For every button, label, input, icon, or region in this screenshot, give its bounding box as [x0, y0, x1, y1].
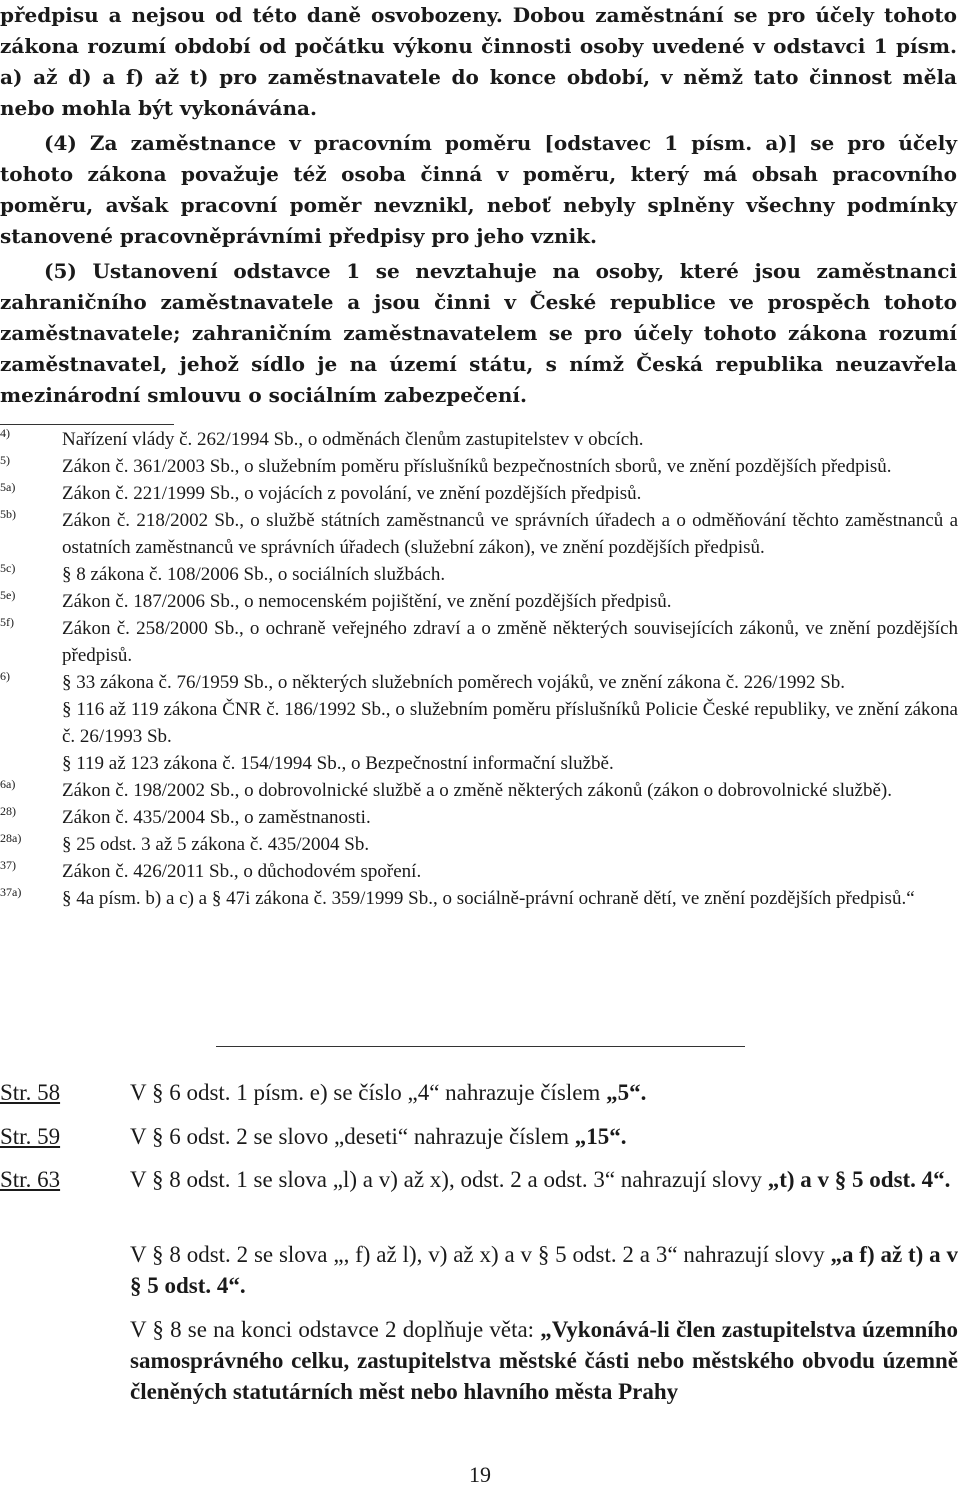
footnote-item: [0, 480, 958, 507]
footnote-mark: 5a): [0, 480, 16, 494]
amendment-plain: V § 8 se na konci odstavce 2 doplňuje věta:: [130, 1317, 541, 1342]
paragraph-4: (4) Za zaměstnance v pracovním poměru [odstavec 1 písm. a)] se pro účely tohoto zákona považuje též osoba činná v poměru, který má obsah pracovního poměru, avšak pracovní poměr nevznikl, neboť nebyly splněny všechny podmínky stanovené pracovněprávními předpisy pro jeho vznik.: [0, 131, 957, 248]
footnote-item: [0, 615, 958, 669]
footnote-text: § 25 odst. 3 až 5 zákona č. 435/2004 Sb.: [62, 834, 370, 855]
footnote-text: Zákon č. 218/2002 Sb., o službě státních zaměstnanců ve správních úřadech a o odměňování těchto zaměstnanců a ostatních zaměstnanců ve správních úřadech (služební zákon), ve znění pozdějších předpisů.: [62, 510, 958, 558]
footnote-rule: [0, 424, 174, 425]
footnote-item: [0, 885, 958, 912]
amendment-bold: „t) a v § 5 odst. 4“.: [767, 1167, 951, 1192]
footnote-item: [0, 804, 958, 831]
footnote-mark: 6a): [0, 777, 16, 791]
footnote-text: Nařízení vlády č. 262/1994 Sb., o odměnách členům zastupitelstev v obcích.: [62, 429, 644, 450]
footnote-mark: 5c): [0, 561, 16, 575]
footnote-mark: 5b): [0, 507, 16, 521]
footnote-text: Zákon č. 361/2003 Sb., o služebním poměru příslušníků bezpečnostních sborů, ve znění pozdějších předpisů.: [62, 456, 892, 477]
footnote-mark: 37): [0, 858, 16, 872]
amendment-str-63: [0, 1164, 958, 1195]
footnote-mark: 4): [0, 426, 10, 440]
footnote-text: § 8 zákona č. 108/2006 Sb., o sociálních službách.: [62, 564, 446, 585]
footnote-text: § 116 až 119 zákona ČNR č. 186/1992 Sb., o služebním poměru příslušníků Policie České republiky, ve znění zákona č. 26/1993 Sb.: [62, 699, 958, 747]
footnote-item: [0, 777, 958, 804]
amendment-bold: „a f) až t) a v § 5 odst. 4“.: [130, 1242, 958, 1298]
page-reference: Str. 59: [0, 1124, 61, 1149]
footnote-text: Zákon č. 258/2000 Sb., o ochraně veřejného zdraví a o změně některých souvisejících zákonů, ve znění pozdějších předpisů.: [62, 618, 958, 666]
amendment-plain: V § 8 odst. 2 se slova „, f) až l), v) až x) a v § 5 odst. 2 a 3“ nahrazují slovy: [130, 1242, 831, 1267]
amendment-text: [130, 1314, 958, 1407]
amendment-text: [130, 1239, 958, 1301]
footnote-item: [0, 507, 958, 561]
footnote-mark: 5f): [0, 615, 14, 629]
amendment-extra-1: [0, 1239, 958, 1301]
footnote-item: [0, 426, 958, 453]
amendment-str-58: [0, 1077, 958, 1108]
amendment-text: [130, 1164, 958, 1195]
footnote-mark: 5e): [0, 588, 16, 602]
footnote-mark: 5): [0, 453, 10, 467]
paragraph-continuation: předpisu a nejsou od této daně osvobozeny. Dobou zaměstnání se pro účely tohoto zákona rozumí období od počátku výkonu činnosti osoby uvedené v odstavci 1 písm. a) až d) a f) až t) pro zaměstnavatele do konce období, v němž tato činnost měla nebo mohla být vykonávána.: [0, 3, 957, 120]
footnote-mark: 28a): [0, 831, 22, 845]
amendment-bold: „15“.: [574, 1124, 627, 1149]
amendment-plain: V § 6 odst. 2 se slovo „deseti“ nahrazuje číslem: [130, 1124, 575, 1149]
footnote-item: [0, 858, 958, 885]
footnote-item: [0, 669, 958, 696]
footnote-text: Zákon č. 187/2006 Sb., o nemocenském pojištění, ve znění pozdějších předpisů.: [62, 591, 672, 612]
page-reference: Str. 63: [0, 1167, 61, 1192]
amendment-text: [130, 1121, 958, 1152]
page-reference: Str. 58: [0, 1080, 61, 1105]
footnote-item: [0, 588, 958, 615]
footnote-text: § 119 až 123 zákona č. 154/1994 Sb., o Bezpečnostní informační službě.: [62, 753, 614, 774]
footnote-text: Zákon č. 426/2011 Sb., o důchodovém spoření.: [62, 861, 422, 882]
footnote-mark: 6): [0, 669, 10, 683]
section-separator: [216, 1046, 745, 1047]
footnote-mark: 37a): [0, 885, 22, 899]
footnotes-list: [0, 426, 958, 912]
footnote-item: [0, 561, 958, 588]
footnote-item: [0, 831, 958, 858]
footnote-mark: 28): [0, 804, 16, 818]
amendment-bold: „Vykonává-li člen zastupitelstva územního samosprávného celku, zastupitelstva městské části nebo městského obvodu územně členěných statutárních měst nebo hlavního města Prahy: [130, 1317, 958, 1404]
footnote-text: Zákon č. 221/1999 Sb., o vojácích z povolání, ve znění pozdějších předpisů.: [62, 483, 642, 504]
footnote-item: [0, 696, 958, 750]
footnote-text: Zákon č. 198/2002 Sb., o dobrovolnické službě a o změně některých zákonů (zákon o dobrovolnické službě).: [62, 780, 892, 801]
footnote-text: Zákon č. 435/2004 Sb., o zaměstnanosti.: [62, 807, 371, 828]
amendment-bold: „5“.: [606, 1080, 647, 1105]
paragraph-5: (5) Ustanovení odstavce 1 se nevztahuje na osoby, které jsou zaměstnanci zahraničního zaměstnavatele a jsou činni v České republice ve prospěch tohoto zaměstnavatele; zahraničním zaměstnavatelem se pro účely tohoto zákona rozumí zaměstnavatel, jehož sídlo je na území státu, s nímž Česká republika neuzavřela mezinárodní smlouvu o sociálním zabezpečení.: [0, 259, 957, 407]
footnote-text: § 33 zákona č. 76/1959 Sb., o některých služebních poměrech vojáků, ve znění zákona č. 226/1992 Sb.: [62, 672, 846, 693]
footnote-item: [0, 750, 958, 777]
amendment-str-59: [0, 1121, 958, 1152]
amendment-text: [130, 1077, 958, 1108]
footnote-text: § 4a písm. b) a c) a § 47i zákona č. 359/1999 Sb., o sociálně-právní ochraně dětí, ve znění pozdějších předpisů.“: [62, 888, 915, 909]
amendment-plain: V § 8 odst. 1 se slova „l) a v) až x), odst. 2 a odst. 3“ nahrazují slovy: [130, 1167, 768, 1192]
footnote-item: [0, 453, 958, 480]
amendment-plain: V § 6 odst. 1 písm. e) se číslo „4“ nahrazuje číslem: [130, 1080, 607, 1105]
page-number: 19: [469, 1462, 491, 1487]
amendment-extra-2: [0, 1314, 958, 1407]
